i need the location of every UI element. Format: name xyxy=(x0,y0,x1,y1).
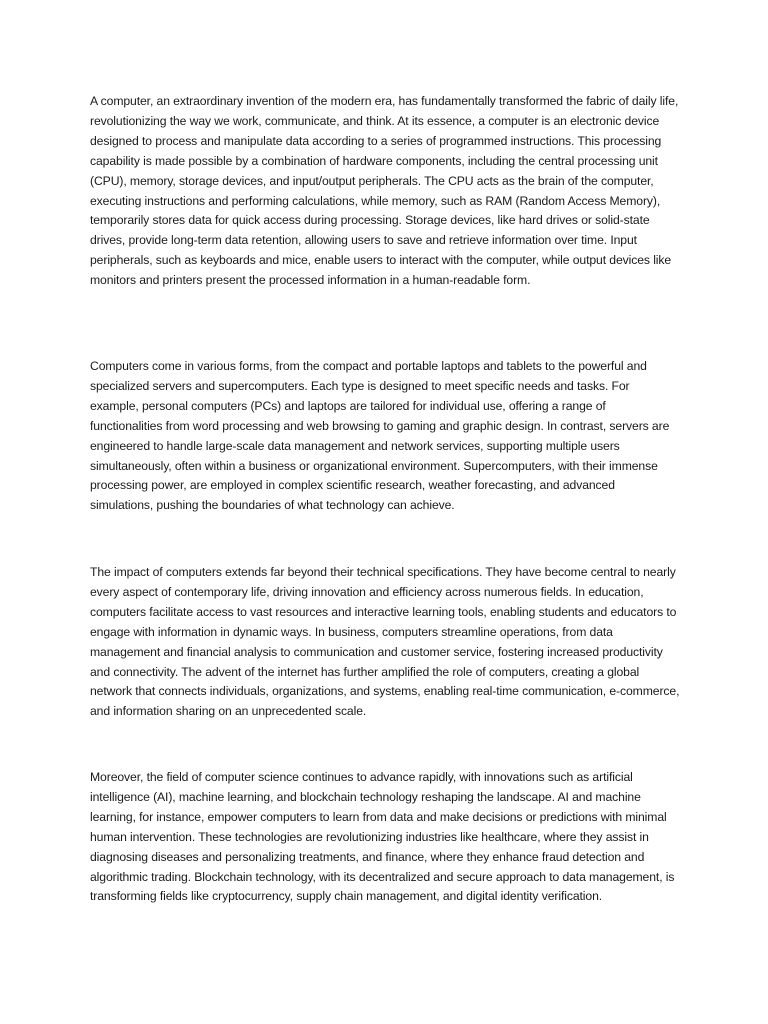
paragraph-4: Moreover, the field of computer science continues to advance rapidly, with innovations such as artificial intelligence (AI), machine learning, and blockchain technology reshaping the landscape. AI and machine learning, for instance, empower computers to learn from data and make decisions or predictions with minimal human intervention. These technologies are revolutionizing industries like healthcare, where they assist in diagnosing diseases and personalizing treatments, and finance, where they enhance fraud detection and algorithmic trading. Blockchain technology, with its decentralized and secure approach to data management, is transforming fields like cryptocurrency, supply chain management, and digital identity verification. xyxy=(90,770,675,904)
paragraph-3: The impact of computers extends far beyond their technical specifications. They have become central to nearly every aspect of contemporary life, driving innovation and efficiency across numerous fields. In education, computers facilitate access to vast resources and interactive learning tools, enabling students and educators to engage with information in dynamic ways. In business, computers streamline operations, from data management and financial analysis to communication and customer service, fostering increased productivity and connectivity. The advent of the internet has further amplified the role of computers, creating a global network that connects individuals, organizations, and systems, enabling real-time communication, e-commerce, and information sharing on an unprecedented scale. xyxy=(90,565,680,719)
paragraph-2: Computers come in various forms, from the compact and portable laptops and tablets to the powerful and specialized servers and supercomputers. Each type is designed to meet specific needs and tasks. For example, personal computers (PCs) and laptops are tailored for individual use, offering a range of functionalities from word processing and web browsing to gaming and graphic design. In contrast, servers are engineered to handle large-scale data management and network services, supporting multiple users simultaneously, often within a business or organizational environment. Supercomputers, with their immense processing power, are employed in complex scientific research, weather forecasting, and advanced simulations, pushing the boundaries of what technology can achieve. xyxy=(90,359,670,513)
paragraph-1: A computer, an extraordinary invention of the modern era, has fundamentally transformed the fabric of daily life, revolutionizing the way we work, communicate, and think. At its essence, a computer is an electronic device designed to process and manipulate data according to a series of programmed instructions. This processing capability is made possible by a combination of hardware components, including the central processing unit (CPU), memory, storage devices, and input/output peripherals. The CPU acts as the brain of the computer, executing instructions and performing calculations, while memory, such as RAM (Random Access Memory), temporarily stores data for quick access during processing. Storage devices, like hard drives or solid-state drives, provide long-term data retention, allowing users to save and retrieve information over time. Input peripherals, such as keyboards and mice, enable users to interact with the computer, while output devices like monitors and printers present the processed information in a human-readable form. xyxy=(90,94,679,288)
